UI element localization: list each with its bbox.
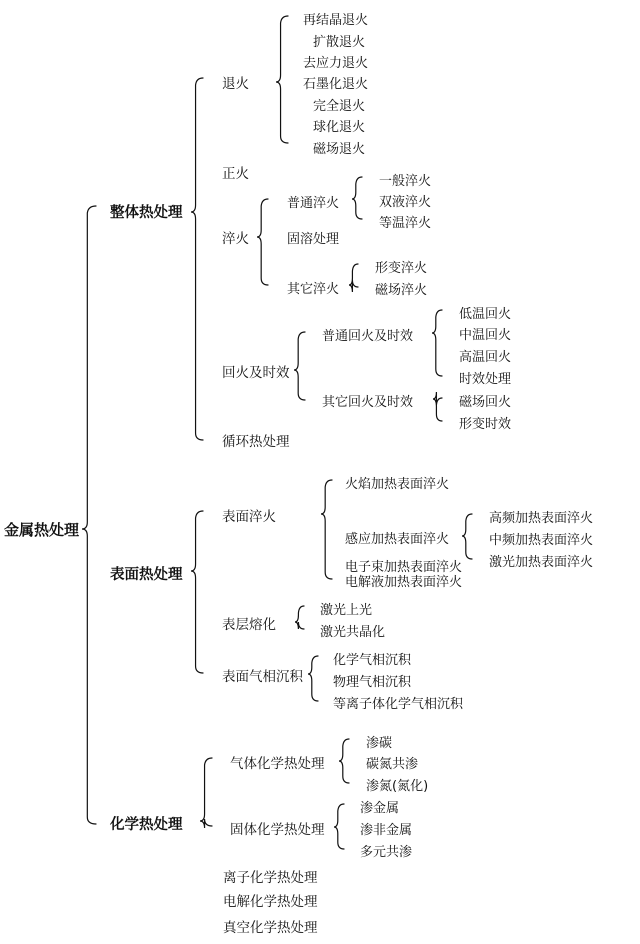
bracket-br-c3 — [257, 199, 268, 285]
node-l1: 高频加热表面淬火 — [489, 511, 594, 526]
bracket-br-root — [82, 206, 96, 824]
node-i1: 低温回火 — [459, 307, 512, 322]
node-i2: 中温回火 — [459, 328, 512, 343]
node-e3: 其它淬火 — [287, 282, 340, 297]
node-m2: 激光共晶化 — [320, 625, 386, 640]
node-c4: 回火及时效 — [222, 365, 290, 381]
bracket-br-c1 — [276, 16, 288, 143]
node-g2: 磁场淬火 — [375, 283, 428, 298]
node-o2: 固体化学热处理 — [230, 822, 325, 838]
node-e2: 固溶处理 — [287, 232, 340, 247]
node-n2: 物理气相沉积 — [333, 675, 412, 690]
node-e1: 普通淬火 — [287, 196, 340, 211]
bracket-br-b2 — [191, 511, 203, 673]
bracket-br-j3 — [308, 656, 318, 701]
node-o4: 电解化学热处理 — [223, 894, 318, 910]
node-i5: 磁场回火 — [459, 395, 512, 410]
node-l3: 激光加热表面淬火 — [489, 555, 594, 570]
bracket-br-o2 — [334, 804, 344, 849]
node-n3: 等离子体化学气相沉积 — [333, 697, 464, 712]
node-p1: 渗碳 — [366, 736, 393, 751]
node-b3: 化学热处理 — [110, 817, 183, 833]
node-d7: 磁场退火 — [313, 142, 366, 157]
bracket-br-k2 — [462, 514, 472, 559]
node-d3: 去应力退火 — [303, 56, 369, 71]
node-g1: 形变淬火 — [375, 261, 428, 276]
node-d1: 再结晶退火 — [303, 13, 369, 28]
node-d4: 石墨化退火 — [303, 77, 369, 92]
node-q2: 渗非金属 — [360, 823, 413, 838]
node-o1: 气体化学热处理 — [230, 756, 325, 772]
bracket-br-e1 — [352, 177, 362, 219]
node-d2: 扩散退火 — [313, 35, 366, 50]
node-k2: 感应加热表面淬火 — [345, 532, 450, 547]
node-b2: 表面热处理 — [110, 567, 183, 583]
node-n1: 化学气相沉积 — [333, 653, 412, 668]
node-i3: 高温回火 — [459, 350, 512, 365]
node-q3: 多元共渗 — [360, 845, 413, 860]
bracket-br-h1 — [432, 310, 442, 376]
node-p2: 碳氮共渗 — [366, 757, 419, 772]
node-c1: 退火 — [222, 76, 249, 92]
node-f3: 等温淬火 — [379, 216, 432, 231]
node-k1: 火焰加热表面淬火 — [345, 477, 450, 492]
node-j1: 表面淬火 — [222, 509, 276, 525]
bracket-br-c4 — [294, 332, 305, 400]
bracket-br-j1 — [321, 480, 332, 579]
node-i6: 形变时效 — [459, 417, 512, 432]
node-q1: 渗金属 — [360, 801, 400, 816]
node-j2: 表层熔化 — [222, 617, 276, 633]
node-c3: 淬火 — [222, 231, 249, 247]
node-d5: 完全退火 — [313, 99, 366, 114]
bracket-br-h2 — [433, 392, 442, 421]
node-b1: 整体热处理 — [110, 205, 183, 221]
node-f2: 双液淬火 — [379, 195, 432, 210]
node-i4: 时效处理 — [459, 372, 512, 387]
node-k3: 电子束加热表面淬火 — [345, 560, 463, 575]
bracket-br-e3 — [349, 264, 358, 292]
node-o5: 真空化学热处理 — [223, 920, 318, 936]
node-c2: 正火 — [222, 166, 249, 182]
node-h2: 其它回火及时效 — [322, 395, 414, 410]
bracket-br-b1 — [191, 78, 203, 440]
bracket-br-b3 — [200, 758, 212, 828]
node-o3: 离子化学热处理 — [223, 870, 318, 886]
bracket-br-j2 — [295, 606, 304, 629]
node-f1: 一般淬火 — [379, 174, 432, 189]
node-k4: 电解液加热表面淬火 — [345, 575, 463, 590]
node-p3: 渗氮(氮化) — [366, 779, 429, 794]
node-j3: 表面气相沉积 — [222, 669, 303, 685]
node-root: 金属热处理 — [4, 521, 80, 539]
node-h1: 普通回火及时效 — [322, 329, 414, 344]
node-l2: 中频加热表面淬火 — [489, 533, 594, 548]
node-c5: 循环热处理 — [222, 434, 290, 450]
bracket-br-o1 — [339, 739, 349, 783]
node-m1: 激光上光 — [320, 603, 373, 618]
node-d6: 球化退火 — [313, 120, 366, 135]
